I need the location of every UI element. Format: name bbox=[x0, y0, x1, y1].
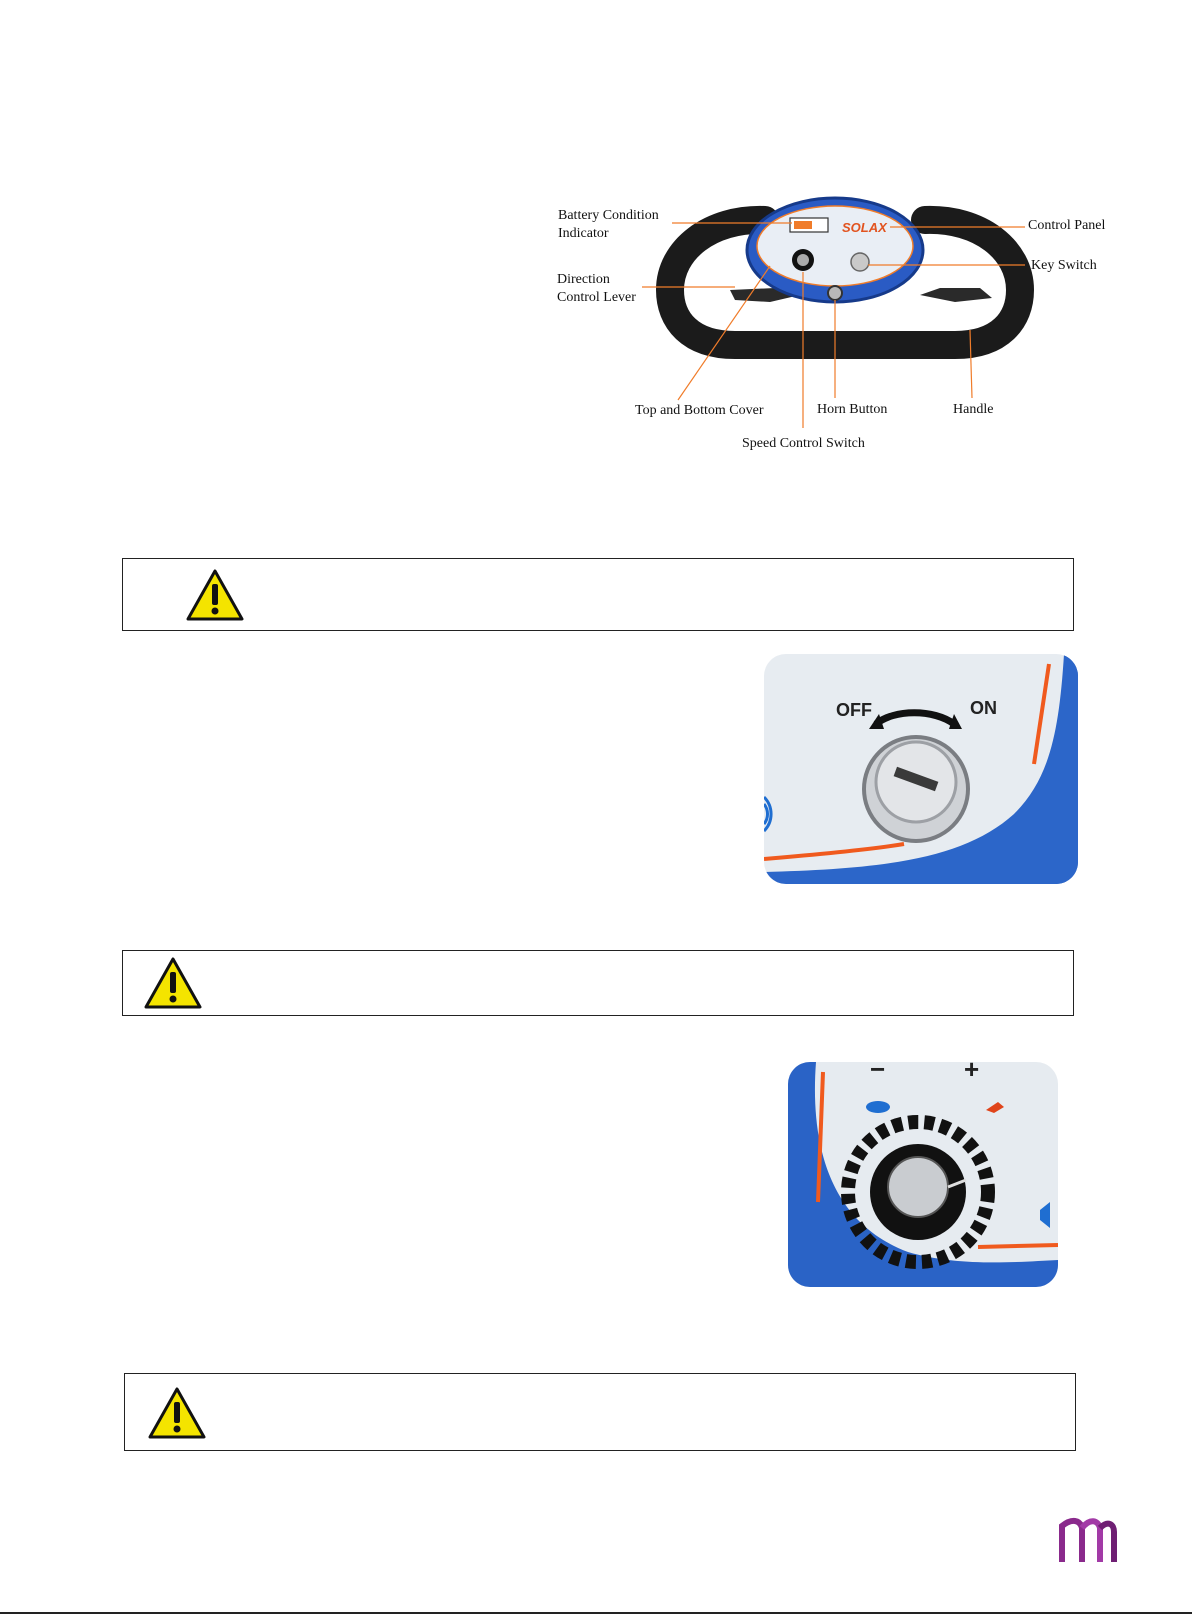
key-switch-photo bbox=[764, 654, 1078, 884]
on-label: ON bbox=[970, 698, 997, 718]
battery-condition-label: Battery Condition Indicator bbox=[558, 208, 659, 241]
warning-box-3 bbox=[124, 1373, 1076, 1451]
brand-logo bbox=[1058, 1514, 1118, 1566]
warning-triangle-icon bbox=[147, 1386, 207, 1440]
speed-control-photo bbox=[788, 1062, 1058, 1287]
speed-control-switch-label: Speed Control Switch bbox=[742, 436, 865, 451]
horn-button-label: Horn Button bbox=[817, 402, 888, 417]
control-panel-diagram bbox=[557, 190, 1160, 480]
svg-text:SOLAX: SOLAX bbox=[842, 220, 887, 235]
control-panel-label: Control Panel bbox=[1028, 218, 1106, 233]
direction-control-label: Direction Control Lever bbox=[557, 272, 636, 305]
handle-label: Handle bbox=[953, 402, 994, 417]
plus-label: + bbox=[964, 1062, 980, 1084]
warning-box-2 bbox=[122, 950, 1074, 1016]
warning-triangle-icon bbox=[143, 956, 203, 1010]
key-switch-label: Key Switch bbox=[1031, 258, 1097, 273]
top-bottom-cover-label: Top and Bottom Cover bbox=[635, 403, 764, 418]
warning-triangle-icon bbox=[185, 568, 245, 622]
warning-box-1 bbox=[122, 558, 1074, 631]
minus-label: − bbox=[870, 1062, 886, 1084]
brand-logo-mark bbox=[1058, 1514, 1118, 1566]
page-bottom-rule bbox=[0, 1612, 1192, 1614]
off-label: OFF bbox=[836, 700, 872, 720]
